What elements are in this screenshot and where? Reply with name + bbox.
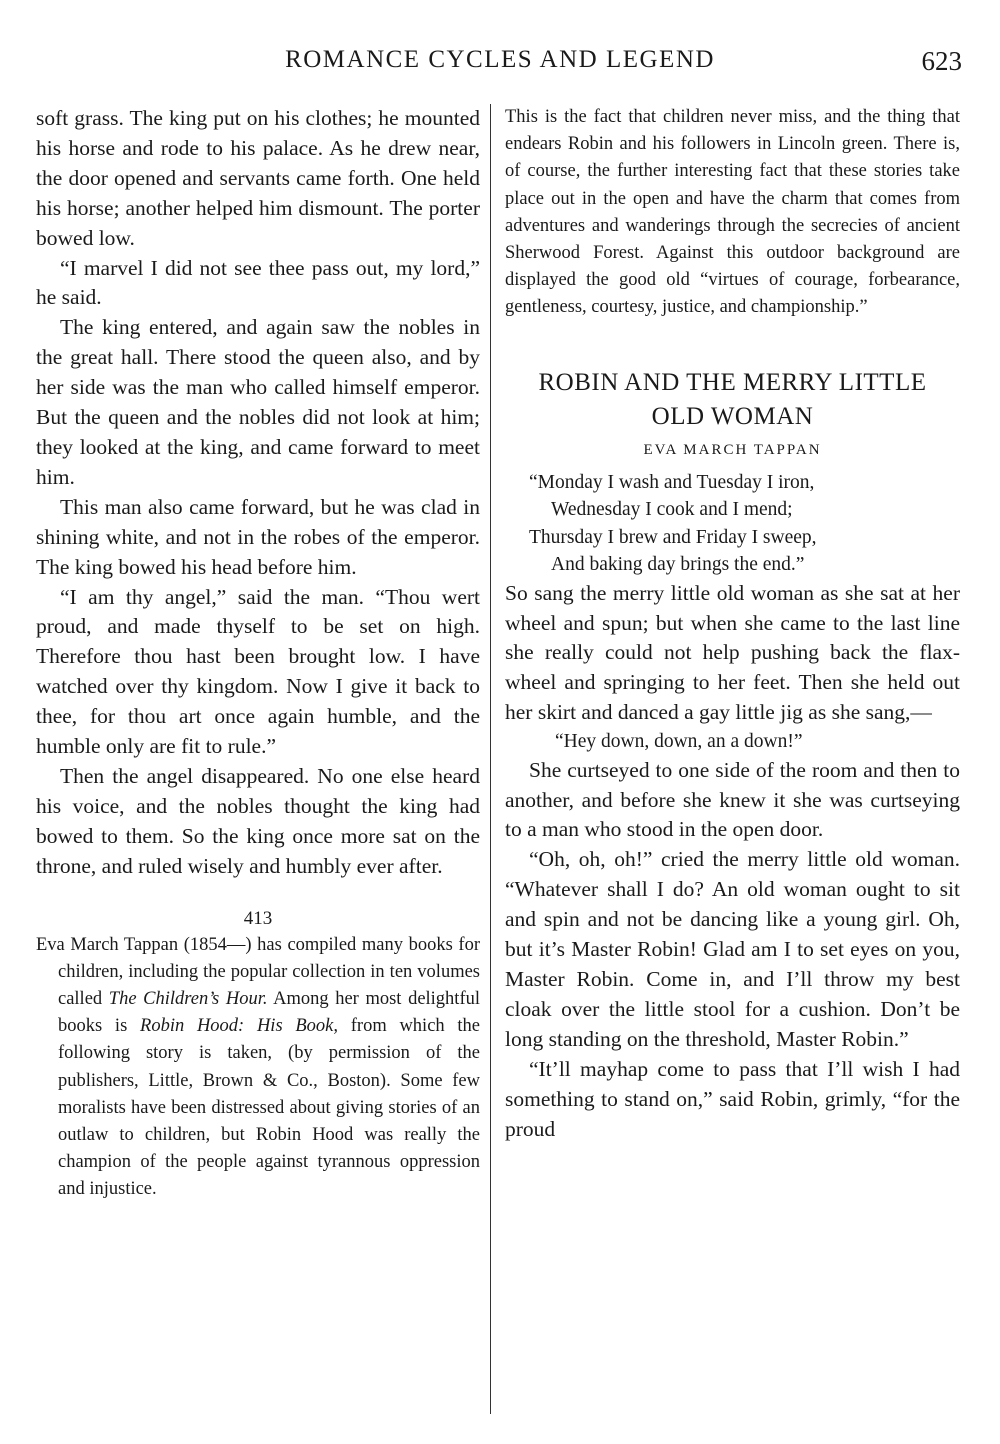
note-title-childrens-hour: The Children’s Hour. bbox=[108, 988, 268, 1009]
paragraph: She curtseyed to one side of the room and then to another, and before she knew it she was curtseying to a man who stood in the open door. bbox=[505, 757, 960, 842]
story-title-line: OLD WOMAN bbox=[651, 402, 814, 430]
paragraph: “Oh, oh, oh!” cried the merry little old woman. “Whatever shall I do? An old woman ought to sit and spin and not be dancing like a young girl. Oh, but it’s Master Robin! Glad am I to set eyes on you, Master Robin. Come in, and I’ll throw my best cloak over the little stool for a cushion. Don’t be long standing on the threshold, Master Robin.” bbox=[505, 847, 960, 1051]
paragraph: soft grass. The king put on his clothes; he mounted his horse and rode to his palace. As he drew near, the door opened and servants came forth. One held his horse; another helped him dismount. The porter bowed low. bbox=[36, 106, 480, 250]
note-text: Eva March Tappan (1854—) has compiled many books for children, including the popular collection in ten volumes called bbox=[36, 934, 480, 1009]
paragraph: “I am thy angel,” said the man. “Thou wert proud, and made thyself to be set on high. Therefore thou hast been brought low. I have watched over thy kingdom. Now I give it back to thee, for thou art once again humble, and the humble only are fit to rule.” bbox=[36, 584, 480, 759]
paragraph: “I marvel I did not see thee pass out, my lord,” he said. bbox=[36, 255, 480, 310]
verse-line: “Monday I wash and Tuesday I iron, bbox=[529, 471, 815, 493]
right-column bbox=[505, 104, 960, 1144]
left-column bbox=[36, 104, 480, 1204]
refrain: “Hey down, down, an a down!” bbox=[555, 731, 803, 753]
note-title-robin-hood: Robin Hood: His Book, bbox=[140, 1016, 339, 1037]
paragraph: Then the angel disappeared. No one else heard his voice, and the nobles thought the king had bowed to them. So the king once more sat on the throne, and ruled wisely and humbly ever after. bbox=[36, 763, 480, 878]
running-head: ROMANCE CYCLES AND LEGEND bbox=[285, 46, 715, 73]
paragraph: So sang the merry little old woman as she sat at her wheel and spun; but when she came to the last line she really could not help pushing back the flax-wheel and springing to her feet. Then she held out her skirt and danced a gay little jig as she sang,— bbox=[505, 580, 960, 725]
story-author: EVA MARCH TAPPAN bbox=[643, 441, 822, 458]
note-number: 413 bbox=[243, 907, 273, 929]
verse-line: Wednesday I cook and I mend; bbox=[551, 499, 793, 521]
note-continuation: This is the fact that children never miss, and the thing that endears Robin and his followers in Lincoln green. There is, of course, the further interesting fact that these stories take place out in the open and have the charm that comes from adventures and wanderings through the secrecies of ancient Sherwood Forest. Against this outdoor background are displayed the good old “virtues of courage, forbearance, gentleness, courtesy, justice, and championship.” bbox=[505, 107, 960, 318]
story-title-line: ROBIN AND THE MERRY LITTLE bbox=[538, 368, 927, 396]
paragraph: This man also came forward, but he was clad in shining white, and not in the robes of the emperor. The king bowed his head before him. bbox=[36, 494, 480, 579]
note-text: from which the following story is taken, (by permission of the publishers, Little, Brown & Co., Boston). Some few moralists have been distressed about giving stories of an outlaw to children, but Robin Hood was really the champion of the people against tyrannous oppression and injustice. bbox=[58, 1016, 480, 1200]
biographical-note bbox=[36, 932, 480, 1204]
page-header bbox=[0, 46, 1000, 82]
verse-line: And baking day brings the end.” bbox=[551, 554, 805, 576]
verse-line: Thursday I brew and Friday I sweep, bbox=[529, 526, 817, 548]
page-number: 623 bbox=[921, 46, 962, 76]
paragraph: The king entered, and again saw the nobles in the great hall. There stood the queen also, and by her side was the man who called himself emperor. But the queen and the nobles did not look at him; they looked at the king, and came forward to meet him. bbox=[36, 315, 480, 489]
verse bbox=[505, 469, 960, 579]
paragraph: “It’ll mayhap come to pass that I’ll wish I had something to stand on,” said Robin, grimly, “for the proud bbox=[505, 1056, 960, 1141]
column-divider bbox=[490, 104, 491, 1414]
note-text: Among her most delightful books is bbox=[58, 988, 481, 1037]
story-title bbox=[505, 366, 960, 434]
